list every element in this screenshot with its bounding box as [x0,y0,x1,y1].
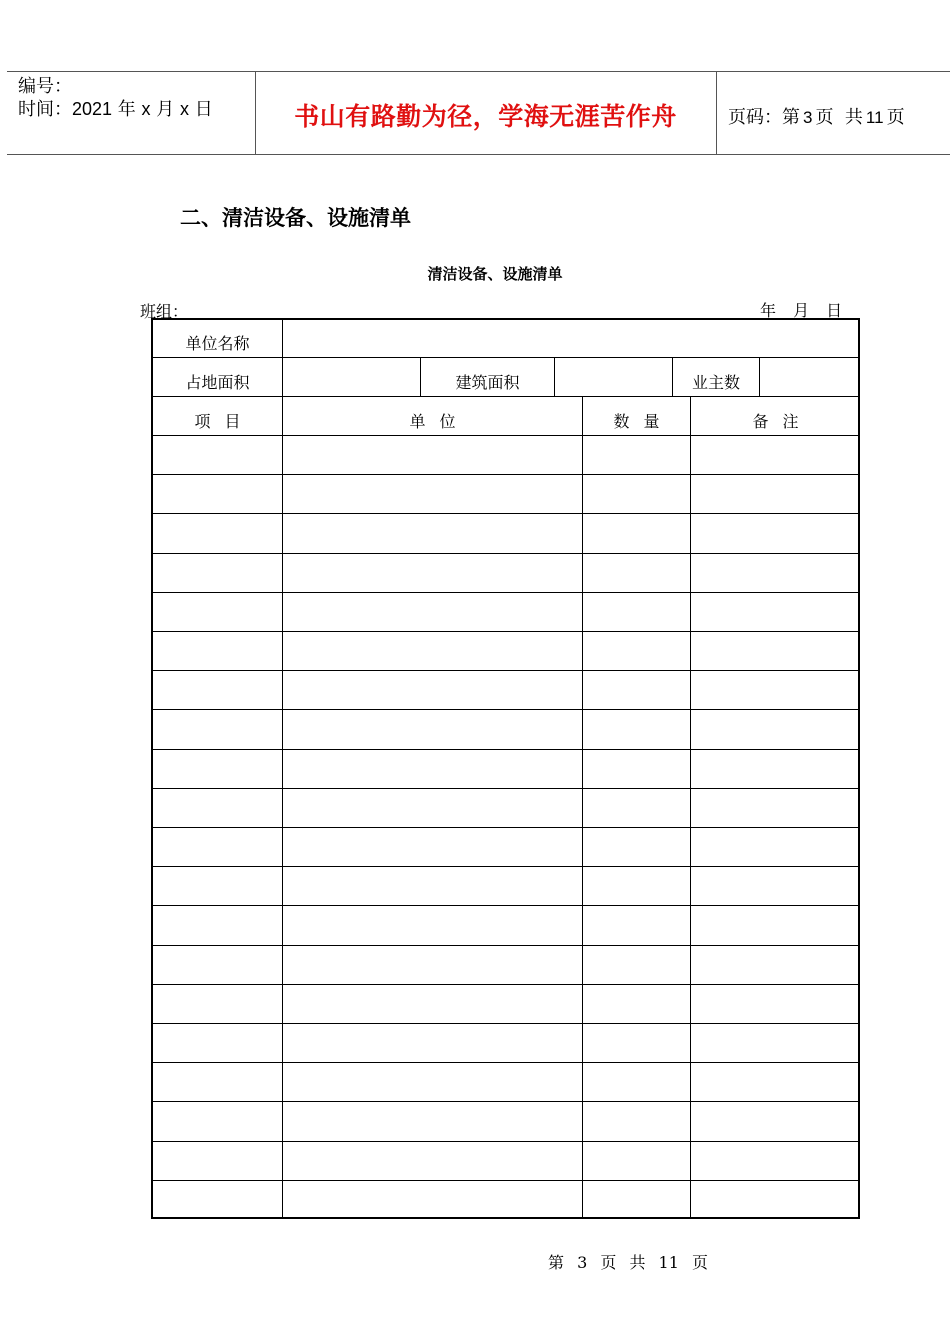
unit-name-label: 单位名称 [185,334,250,353]
col-header-item: 项目 [194,412,255,431]
time-label: 时间： [18,99,72,120]
page-current: 3 [803,108,813,127]
page-total: 11 [865,108,884,127]
header-divider-right [716,71,717,155]
header-top-rule [7,71,950,72]
col-header-remarks: 备注 [752,412,813,431]
header-page-indicator [728,103,905,129]
table-row-divider [153,788,858,789]
row-divider [153,435,858,436]
area-field[interactable] [283,358,420,396]
building-area-label: 建筑面积 [455,373,520,392]
col-header-quantity: 数量 [613,412,674,431]
building-area-field[interactable] [555,358,672,396]
table-row-divider [153,670,858,671]
table-row-divider [153,1023,858,1024]
row-divider [153,357,858,358]
table-row-divider [153,553,858,554]
table-row-divider [153,827,858,828]
table-row-divider [153,474,858,475]
page-total-label: 共 [844,107,863,128]
table-title: 清洁设备、设施清单 [427,265,563,283]
col-divider [282,320,283,1217]
table-row-divider [153,866,858,867]
time-day-unit: 日 [194,99,213,120]
time-day: x [179,99,189,119]
section-title: 二、清洁设备、设施清单 [180,206,411,230]
col-divider [582,396,583,1217]
motto: 书山有路勤为径，学海无涯苦作舟 [294,102,677,131]
table-row-divider [153,1062,858,1063]
time-line [18,98,213,121]
time-month: x [141,99,151,119]
col-header-unit: 单位 [409,412,470,431]
header-meta [18,75,213,121]
header-bottom-rule [7,154,950,155]
time-year: 2021 [72,99,113,119]
owners-field[interactable] [760,358,860,396]
table-row-divider [153,1180,858,1181]
table-row-divider [153,945,858,946]
unit-name-field[interactable] [283,320,860,357]
serial-label: 编号： [18,76,72,97]
equipment-form-table [151,318,860,1219]
table-row-divider [153,592,858,593]
time-month-unit: 月 [156,99,175,120]
table-row-divider [153,1141,858,1142]
table-row-divider [153,709,858,710]
table-row-divider [153,749,858,750]
col-divider [690,396,691,1217]
page-label: 页码：第 [728,107,800,128]
table-row-divider [153,984,858,985]
time-year-unit: 年 [117,99,136,120]
row-divider [153,396,858,397]
table-row-divider [153,1101,858,1102]
table-row-divider [153,631,858,632]
table-row-divider [153,905,858,906]
table-row-divider [153,513,858,514]
page-unit: 页 [815,107,834,128]
page-total-unit: 页 [886,107,905,128]
group-label: 班组： [140,302,189,321]
owners-label: 业主数 [691,373,740,392]
area-label: 占地面积 [185,373,250,392]
page-footer: 第 3 页 共 11 页 [548,1253,708,1272]
date-label: 年 月 日 [760,301,843,320]
